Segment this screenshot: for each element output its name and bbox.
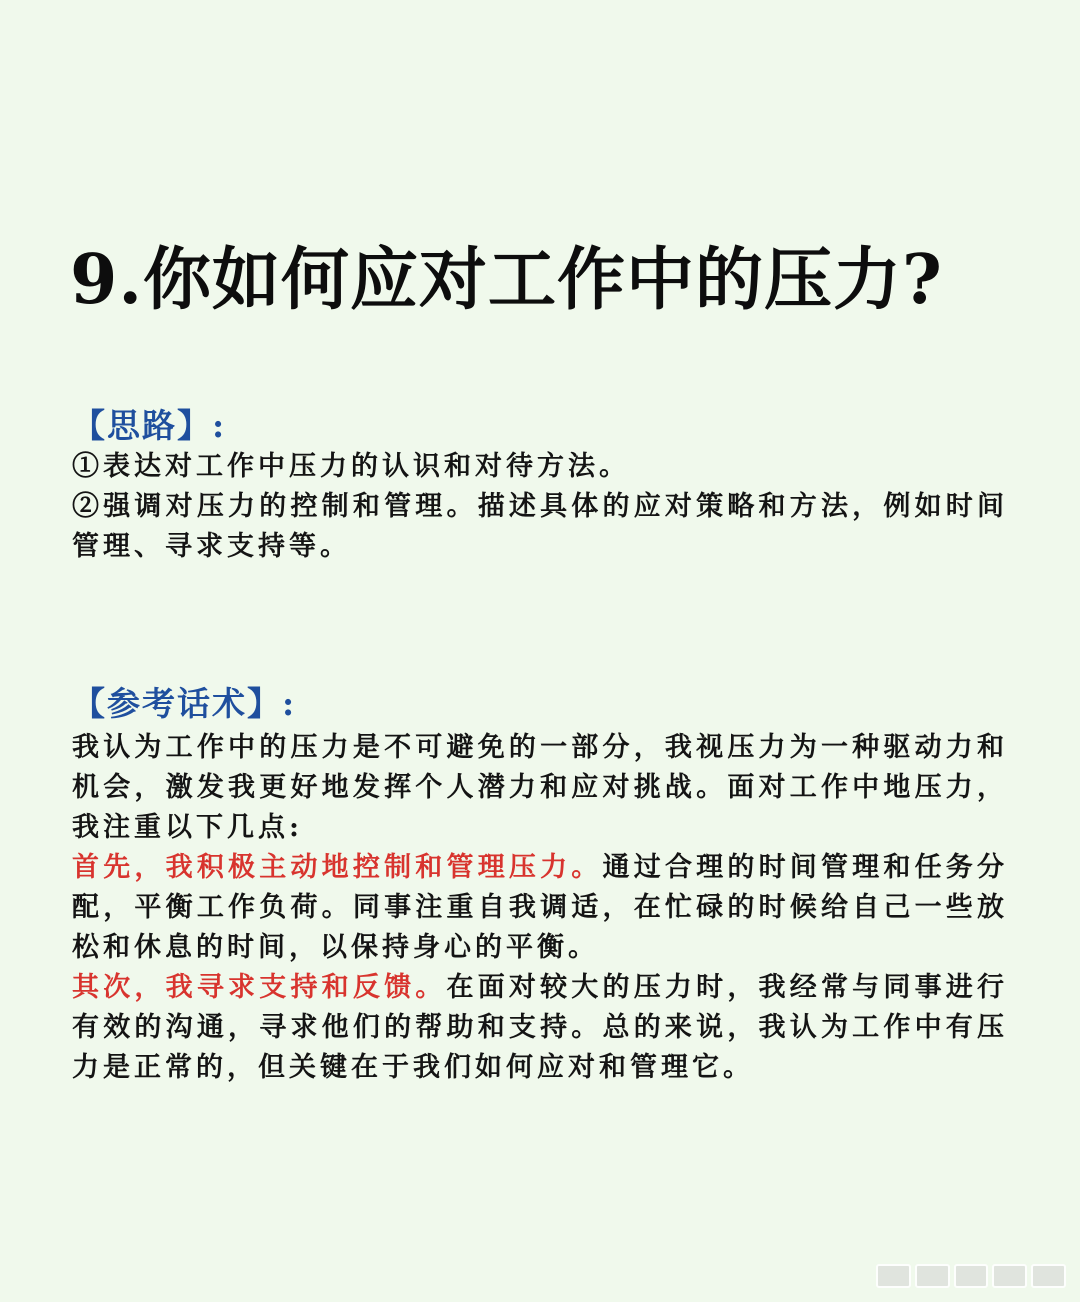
- page-title: 9.你如何应对工作中的压力?: [70, 240, 943, 320]
- approach-heading: 【思路】:: [72, 406, 227, 445]
- watermark-block: [992, 1264, 1027, 1288]
- reference-answer: [72, 728, 1008, 1088]
- watermark-block: [915, 1264, 950, 1288]
- second-point-text: 在面对较大的压力时，我经常与同事进行有效的沟通，寻求他们的帮助和支持。总的来说，我认为工作中有压力是正常的，但关键在于我们如何应对和管理它。: [72, 972, 1009, 1083]
- watermark-block: [876, 1264, 911, 1288]
- watermark-block: [1031, 1264, 1066, 1288]
- reference-heading: 【参考话术】:: [72, 684, 297, 723]
- first-point-highlight: 首先，我积极主动地控制和管理压力。: [72, 852, 603, 883]
- watermark-block: [954, 1264, 989, 1288]
- reference-intro: 我认为工作中的压力是不可避免的一部分，我视压力为一种驱动力和机会，激发我更好地发挥个人潜力和应对挑战。面对工作中地压力，我注重以下几点:: [72, 732, 1008, 843]
- first-point-text: 通过合理的时间管理和任务分配，平衡工作负荷。同事注重自我调适，在忙碌的时候给自己一些放松和休息的时间，以保持身心的平衡。: [72, 852, 1009, 963]
- second-point-highlight: 其次，我寻求支持和反馈。: [72, 972, 447, 1003]
- approach-point-1: ①表达对工作中压力的认识和对待方法。: [72, 451, 630, 482]
- reference-second-point: [72, 968, 1008, 1088]
- approach-points: [72, 447, 1008, 567]
- reference-first-point: [72, 848, 1008, 968]
- approach-point-2: ②强调对压力的控制和管理。描述具体的应对策略和方法，例如时间管理、寻求支持等。: [72, 491, 1008, 562]
- watermark-bar: [876, 1264, 1066, 1288]
